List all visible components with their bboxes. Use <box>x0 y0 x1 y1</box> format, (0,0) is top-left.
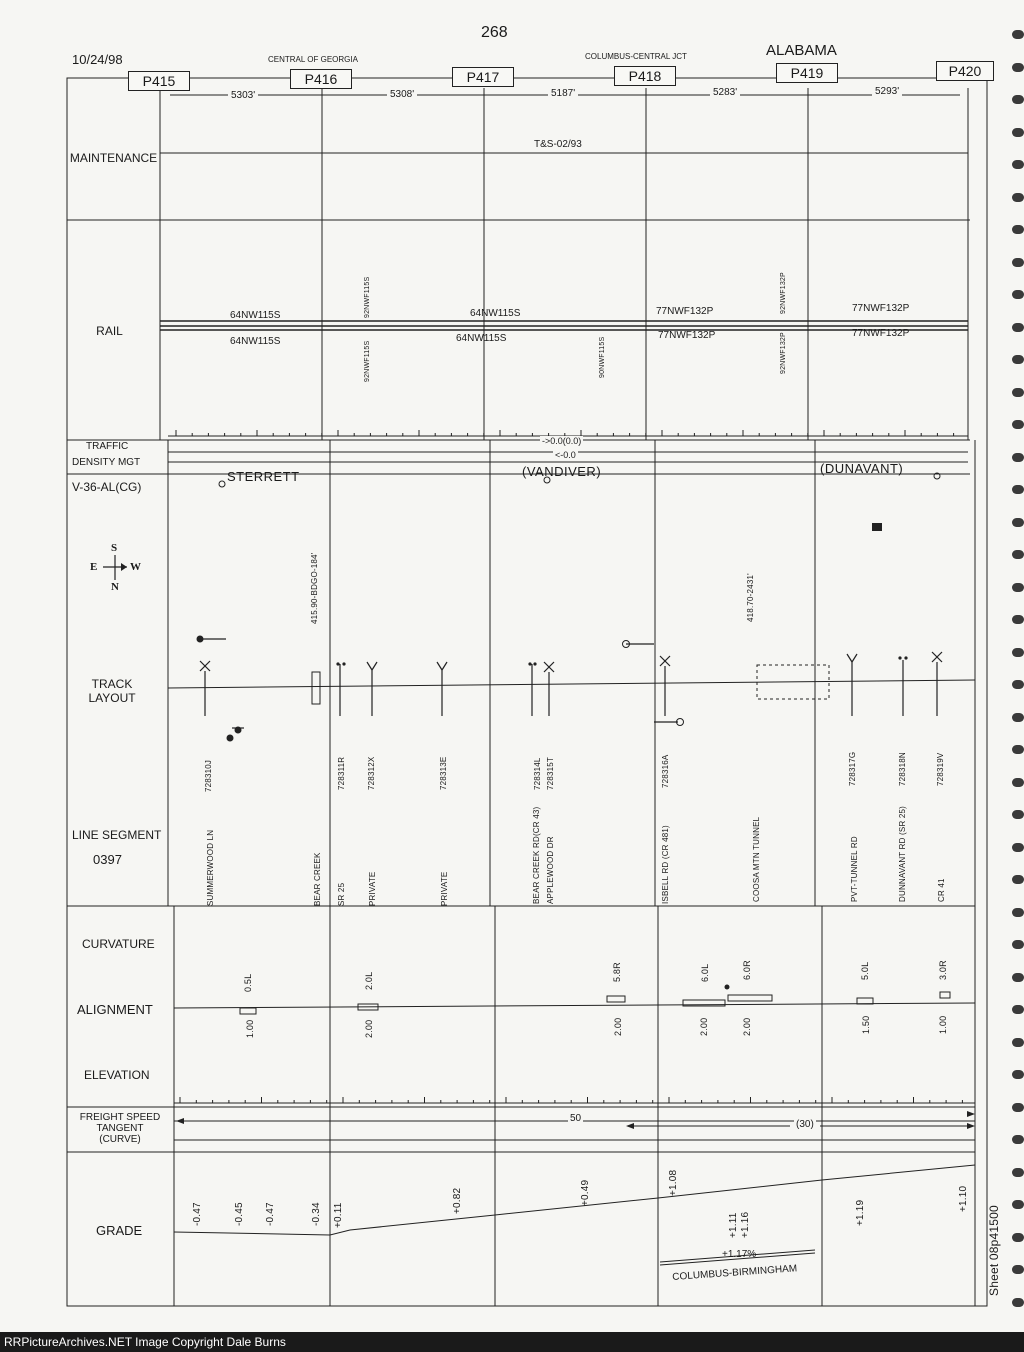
section-rail: RAIL <box>96 324 123 338</box>
milepost-p415: P415 <box>128 71 190 91</box>
binding-ring <box>1012 258 1024 267</box>
alignment-value: 2.00 <box>699 1017 709 1036</box>
binding-ring <box>1012 810 1024 819</box>
binding-ring <box>1012 778 1024 787</box>
rail-top-label: 77NWF132P <box>656 306 714 317</box>
crossing-name: SUMMERWOOD LN <box>206 829 215 906</box>
binding-ring <box>1012 615 1024 624</box>
binding-ring <box>1012 940 1024 949</box>
section-line-segment: LINE SEGMENT <box>72 828 162 842</box>
speed-tangent: 50 <box>570 1113 582 1124</box>
alignment-value: 2.00 <box>613 1017 623 1036</box>
binding-ring <box>1012 1298 1024 1307</box>
binding-ring <box>1012 1233 1024 1242</box>
grade-value: -0.45 <box>234 1202 245 1226</box>
rail-vertical-label: 92NWF115S <box>364 276 371 318</box>
alignment-value: 1.50 <box>861 1015 871 1034</box>
crossing-name: BEAR CREEK RD(CR 43) <box>532 806 541 904</box>
grade-value: +0.49 <box>580 1179 591 1206</box>
distance-label: 5283' <box>710 87 740 98</box>
grade-value: -0.34 <box>311 1202 322 1226</box>
grade-value: +1.11 <box>728 1212 739 1238</box>
crossing-id: 728316A <box>661 754 670 788</box>
binding-ring <box>1012 1005 1024 1014</box>
crossing-name: DUNNAVANT RD (SR 25) <box>898 805 907 902</box>
rail-top-label: 77NWF132P <box>852 303 910 314</box>
compass-south: S <box>111 542 118 554</box>
curvature-value: 5.8R <box>612 962 622 982</box>
crossing-name: SR 25 <box>337 882 346 906</box>
binding-ring <box>1012 193 1024 202</box>
subdivision-label: V-36-AL(CG) <box>72 480 142 494</box>
curvature-value: 6.0R <box>742 960 752 980</box>
section-traffic: TRAFFIC <box>86 441 129 452</box>
distance-label: 5308' <box>387 89 417 100</box>
milepost-p416: P416 <box>290 69 352 89</box>
crossing-id: 728318N <box>898 752 907 786</box>
distance-label: 5187' <box>548 88 578 99</box>
binding-ring <box>1012 1168 1024 1177</box>
binding-ring <box>1012 583 1024 592</box>
distance-label: 5303' <box>228 90 258 101</box>
compass-west: W <box>130 561 141 573</box>
rail-vertical-label: 90NWF115S <box>599 336 606 378</box>
binding-ring <box>1012 648 1024 657</box>
sheet-id: Sheet 08p41500 <box>987 1205 1001 1296</box>
alignment-value: 2.00 <box>742 1017 752 1036</box>
section-layout: LAYOUT <box>88 691 136 705</box>
copyright-footer: RRPictureArchives.NET Image Copyright Dale Burns <box>0 1332 1024 1352</box>
alignment-value: 1.00 <box>245 1019 255 1038</box>
rail-vertical-label: 92NWF132P <box>780 272 787 314</box>
milepost-p420: P420 <box>936 61 994 81</box>
bridge-note: 415.90-BDGO-184' <box>310 552 319 624</box>
crossing-name: CR 41 <box>937 878 946 902</box>
traffic-upper: ->0.0(0.0) <box>542 436 582 446</box>
rail-bottom-label: 77NWF132P <box>658 330 716 341</box>
crossing-id: 728312X <box>367 756 376 790</box>
crossing-name: COOSA MTN TUNNEL <box>752 816 761 902</box>
grade-subdivision-label: COLUMBUS-BIRMINGHAM <box>672 1263 798 1283</box>
section-maintenance: MAINTENANCE <box>69 151 158 165</box>
crossing-id: 728315T <box>546 757 555 790</box>
railroad-label: CENTRAL OF GEORGIA <box>268 55 358 64</box>
curvature-value: 0.5L <box>243 973 253 992</box>
binding-ring <box>1012 95 1024 104</box>
section-density: DENSITY MGT <box>72 457 141 468</box>
rail-bottom-label: 77NWF132P <box>852 328 910 339</box>
binding-ring <box>1012 1200 1024 1209</box>
section-elevation: ELEVATION <box>84 1068 150 1082</box>
binding-ring <box>1012 30 1024 39</box>
alignment-value: 2.00 <box>364 1019 374 1038</box>
binding-ring <box>1012 355 1024 364</box>
crossing-id: 728311R <box>337 756 346 790</box>
crossing-name: APPLEWOOD DR <box>546 836 555 904</box>
milepost-p419: P419 <box>776 63 838 83</box>
section-curvature: CURVATURE <box>82 937 155 951</box>
binding-ring <box>1012 1265 1024 1274</box>
grade-value: +1.19 <box>855 1199 866 1226</box>
maintenance-note: T&S-02/93 <box>534 139 582 150</box>
section-tangent: TANGENT <box>96 1123 144 1134</box>
binding-ring <box>1012 518 1024 527</box>
traffic-lower: <-0.0 <box>555 450 576 460</box>
binding-ring <box>1012 875 1024 884</box>
binding-ring <box>1012 908 1024 917</box>
binding-ring <box>1012 550 1024 559</box>
rail-bottom-label: 64NW115S <box>230 336 281 347</box>
binding-ring <box>1012 453 1024 462</box>
tunnel-note: 418.70-2431' <box>746 573 755 622</box>
section-track: TRACK <box>91 677 133 691</box>
crossing-name: PVT-TUNNEL RD <box>850 836 859 902</box>
crossing-id: 728314L <box>533 757 542 790</box>
binding-ring <box>1012 160 1024 169</box>
binding-ring <box>1012 63 1024 72</box>
rail-vertical-label: 92NWF132P <box>780 332 787 374</box>
compass-east: E <box>90 561 98 573</box>
junction-label: COLUMBUS-CENTRAL JCT <box>585 52 687 61</box>
crossing-name: PRIVATE <box>440 871 449 906</box>
grade-value: +1.16 <box>740 1211 751 1238</box>
line-segment-number: 0397 <box>93 852 122 867</box>
station-sterrett: STERRETT <box>227 469 300 484</box>
page-number: 268 <box>481 24 508 41</box>
section-freight-speed: FREIGHT SPEED <box>79 1112 161 1123</box>
compass-north: N <box>111 581 119 593</box>
section-alignment: ALIGNMENT <box>77 1002 153 1017</box>
binding-ring <box>1012 420 1024 429</box>
curvature-value: 6.0L <box>700 963 710 982</box>
chart-date: 10/24/98 <box>72 52 123 67</box>
state-label: ALABAMA <box>766 42 837 59</box>
binding-ring <box>1012 1070 1024 1079</box>
curvature-value: 2.0L <box>364 971 374 990</box>
curvature-value: 3.0R <box>938 960 948 980</box>
speed-curve: (30) <box>796 1119 814 1130</box>
rail-vertical-label: 92NWF115S <box>364 340 371 382</box>
rail-top-label: 64NW115S <box>470 308 521 319</box>
binding-ring <box>1012 1135 1024 1144</box>
rail-top-label: 64NW115S <box>230 310 281 321</box>
binding-ring <box>1012 1103 1024 1112</box>
binding-ring <box>1012 485 1024 494</box>
crossing-id: 728317G <box>848 751 857 786</box>
distance-label: 5293' <box>872 86 902 97</box>
crossing-name: PRIVATE <box>368 871 377 906</box>
grade-value: +1.10 <box>958 1185 969 1212</box>
binding-ring <box>1012 388 1024 397</box>
crossing-id: 728319V <box>936 752 945 786</box>
section-grade: GRADE <box>96 1223 143 1238</box>
binding-ring <box>1012 973 1024 982</box>
grade-value: -0.47 <box>192 1202 203 1226</box>
binding-ring <box>1012 225 1024 234</box>
grade-value: +1.08 <box>668 1169 679 1196</box>
milepost-p417: P417 <box>452 67 514 87</box>
grade-note: +1.17% <box>722 1249 757 1260</box>
milepost-p418: P418 <box>614 66 676 86</box>
station-vandiver: (VANDIVER) <box>522 464 602 479</box>
alignment-value: 1.00 <box>938 1015 948 1034</box>
binding-ring <box>1012 745 1024 754</box>
rail-bottom-label: 64NW115S <box>456 333 507 344</box>
crossing-name: BEAR CREEK <box>313 852 322 906</box>
station-dunavant: (DUNAVANT) <box>820 461 904 476</box>
grade-value: -0.47 <box>265 1202 276 1226</box>
binding-ring <box>1012 323 1024 332</box>
grade-value: +0.82 <box>452 1187 463 1214</box>
crossing-name: ISBELL RD (CR 481) <box>661 825 670 904</box>
binding-ring <box>1012 290 1024 299</box>
curvature-value: 5.0L <box>860 961 870 980</box>
grade-value: +0.11 <box>333 1202 344 1228</box>
section-curve: (CURVE) <box>99 1134 141 1145</box>
binding-ring <box>1012 1038 1024 1047</box>
binding-ring <box>1012 128 1024 137</box>
crossing-id: 728310J <box>204 759 213 792</box>
crossing-id: 728313E <box>439 756 448 790</box>
binding-ring <box>1012 843 1024 852</box>
binding-ring <box>1012 680 1024 689</box>
binding-ring <box>1012 713 1024 722</box>
